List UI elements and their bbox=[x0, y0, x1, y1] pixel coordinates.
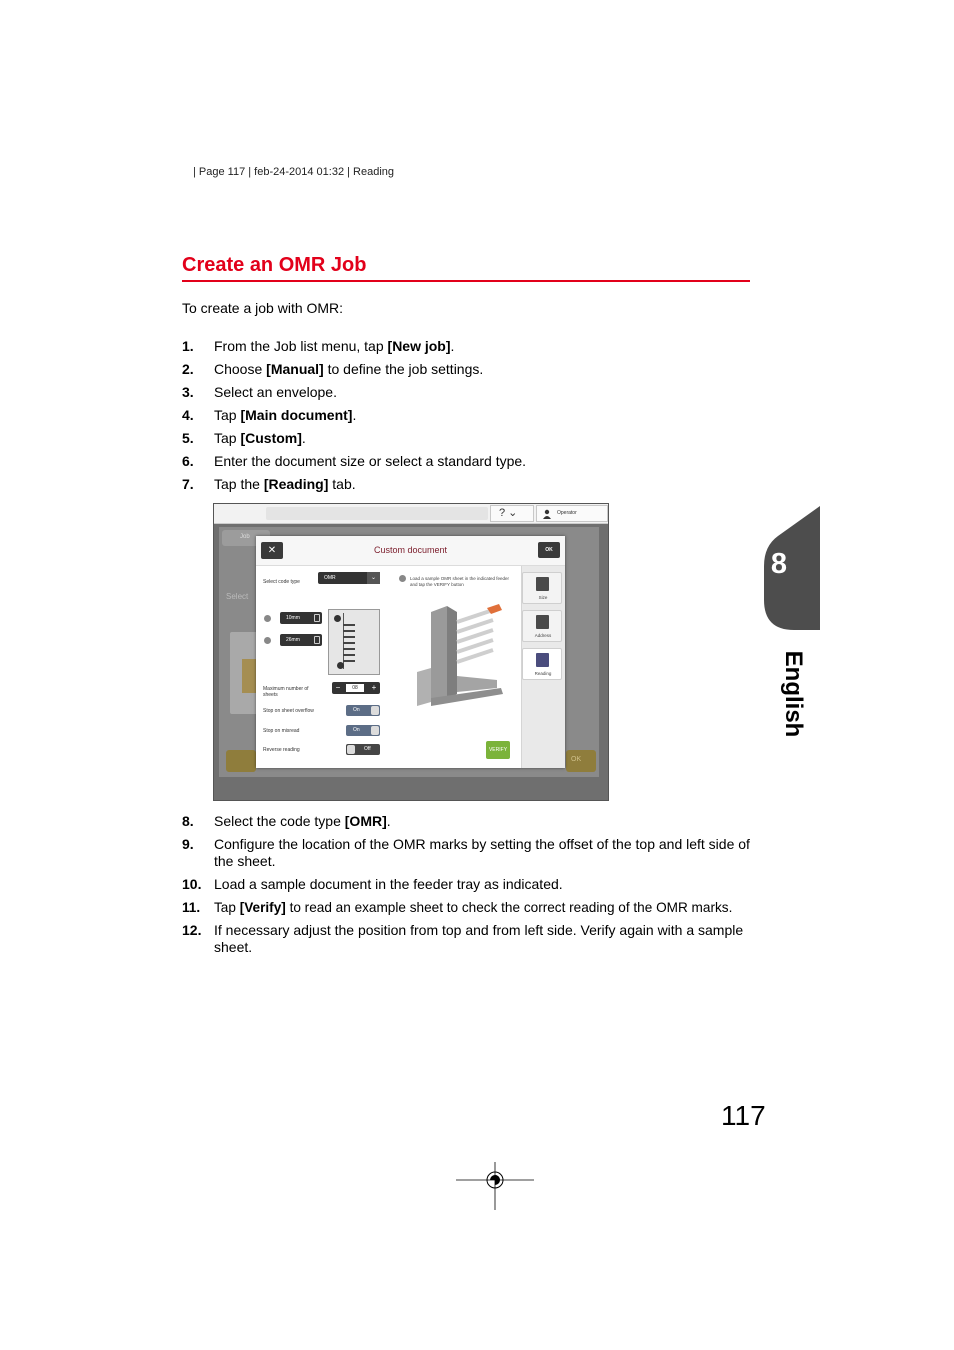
step-item: 12. If necessary adjust the position from top and from left side. Verify again with a sample sheet. bbox=[182, 922, 744, 955]
reverse-reading-label: Reverse reading bbox=[263, 747, 300, 753]
tab-reading[interactable]: Reading bbox=[522, 648, 562, 680]
step-item: 6. Enter the document size or select a standard type. bbox=[182, 453, 527, 469]
step-item: 7. Tap the [Reading] tab. bbox=[182, 476, 356, 492]
page-number: 117 bbox=[721, 1100, 766, 1131]
close-icon: ✕ bbox=[267, 545, 277, 556]
stop-overflow-label: Stop on sheet overflow bbox=[263, 708, 314, 714]
stop-misread-label: Stop on misread bbox=[263, 728, 300, 734]
plus-icon[interactable]: + bbox=[371, 683, 377, 692]
help-button[interactable]: ? ⌄ bbox=[490, 505, 534, 522]
omr-mark bbox=[343, 648, 355, 650]
custom-document-dialog bbox=[256, 536, 565, 768]
verify-button[interactable]: VERIFY bbox=[486, 741, 510, 759]
stepper-icon bbox=[314, 636, 320, 644]
chevron-down-icon: ⌄ bbox=[367, 572, 380, 584]
step-item: 1. From the Job list menu, tap [New job]. bbox=[182, 338, 455, 354]
chapter-number: 8 bbox=[770, 548, 788, 580]
intro-text: To create a job with OMR: bbox=[182, 300, 344, 316]
step-item: 10. Load a sample document in the feeder tray as indicated. bbox=[182, 876, 563, 892]
max-sheets-label: Maximum number of sheets bbox=[263, 686, 309, 698]
ok-button[interactable]: OK bbox=[538, 542, 560, 558]
marker-dot-icon bbox=[337, 662, 344, 669]
stepper-icon bbox=[314, 614, 320, 622]
code-type-select[interactable]: OMR ⌄ bbox=[318, 572, 380, 584]
background-select-label: Select bbox=[226, 592, 249, 601]
top-bar-field bbox=[266, 507, 488, 520]
help-icon: ? bbox=[499, 507, 506, 519]
omr-sheet-preview bbox=[328, 609, 380, 675]
tab-address[interactable]: Address bbox=[522, 610, 562, 642]
offset-left-field[interactable]: 26mm bbox=[280, 634, 322, 646]
minus-icon[interactable]: − bbox=[335, 683, 341, 692]
reverse-reading-toggle[interactable]: Off bbox=[346, 744, 380, 755]
chapter-language: English bbox=[780, 650, 807, 738]
feeder-machine-illustration bbox=[411, 602, 511, 712]
step-item: 9. Configure the location of the OMR marks by setting the offset of the top and left side of the sheet. bbox=[182, 836, 750, 869]
background-ok-button: OK bbox=[566, 750, 596, 772]
omr-mark bbox=[343, 624, 355, 626]
resize-icon bbox=[536, 577, 549, 591]
background-job-tab: Job bbox=[222, 530, 270, 546]
step-item: 3. Select an envelope. bbox=[182, 384, 337, 400]
offset-top-field[interactable]: 10mm bbox=[280, 612, 322, 624]
omr-mark bbox=[343, 660, 355, 662]
max-sheets-stepper[interactable]: − 08 + bbox=[332, 682, 380, 694]
dialog-title: Custom document bbox=[373, 545, 448, 555]
address-icon bbox=[536, 615, 549, 629]
step-item: 8. Select the code type [OMR]. bbox=[182, 813, 391, 829]
step-item: 11. Tap [Verify] to read an example sheet to check the correct reading of the OMR marks. bbox=[182, 900, 733, 915]
operator-button[interactable]: Operator bbox=[536, 505, 608, 522]
registration-mark-icon bbox=[456, 1162, 534, 1210]
user-icon bbox=[543, 509, 551, 519]
omr-mark bbox=[343, 654, 355, 656]
reading-icon bbox=[536, 653, 549, 667]
page-header-line: | Page 117 | feb-24-2014 01:32 | Reading bbox=[193, 166, 395, 178]
marker-dot-icon bbox=[334, 615, 341, 622]
tab-size[interactable]: Size bbox=[522, 572, 562, 604]
custom-document-screenshot bbox=[213, 503, 609, 801]
section-title: Create an OMR Job bbox=[182, 254, 367, 276]
omr-mark bbox=[343, 642, 355, 644]
info-icon bbox=[264, 637, 271, 644]
background-cancel-button bbox=[226, 750, 256, 772]
info-icon bbox=[399, 575, 406, 582]
step-item: 4. Tap [Main document]. bbox=[182, 407, 357, 423]
select-code-type-label: Select code type bbox=[263, 579, 300, 585]
stop-misread-toggle[interactable]: On bbox=[346, 725, 380, 736]
info-icon bbox=[264, 615, 271, 622]
load-instruction: Load a sample OMR sheet in the indicated feeder and tap the VERIFY button bbox=[410, 576, 510, 587]
stop-overflow-toggle[interactable]: On bbox=[346, 705, 380, 716]
step-item: 5. Tap [Custom]. bbox=[182, 430, 306, 446]
step-item: 2. Choose [Manual] to define the job settings. bbox=[182, 361, 484, 377]
omr-mark bbox=[343, 630, 355, 632]
omr-mark bbox=[343, 636, 355, 638]
side-tab-column bbox=[521, 566, 565, 768]
title-underline bbox=[182, 280, 750, 282]
